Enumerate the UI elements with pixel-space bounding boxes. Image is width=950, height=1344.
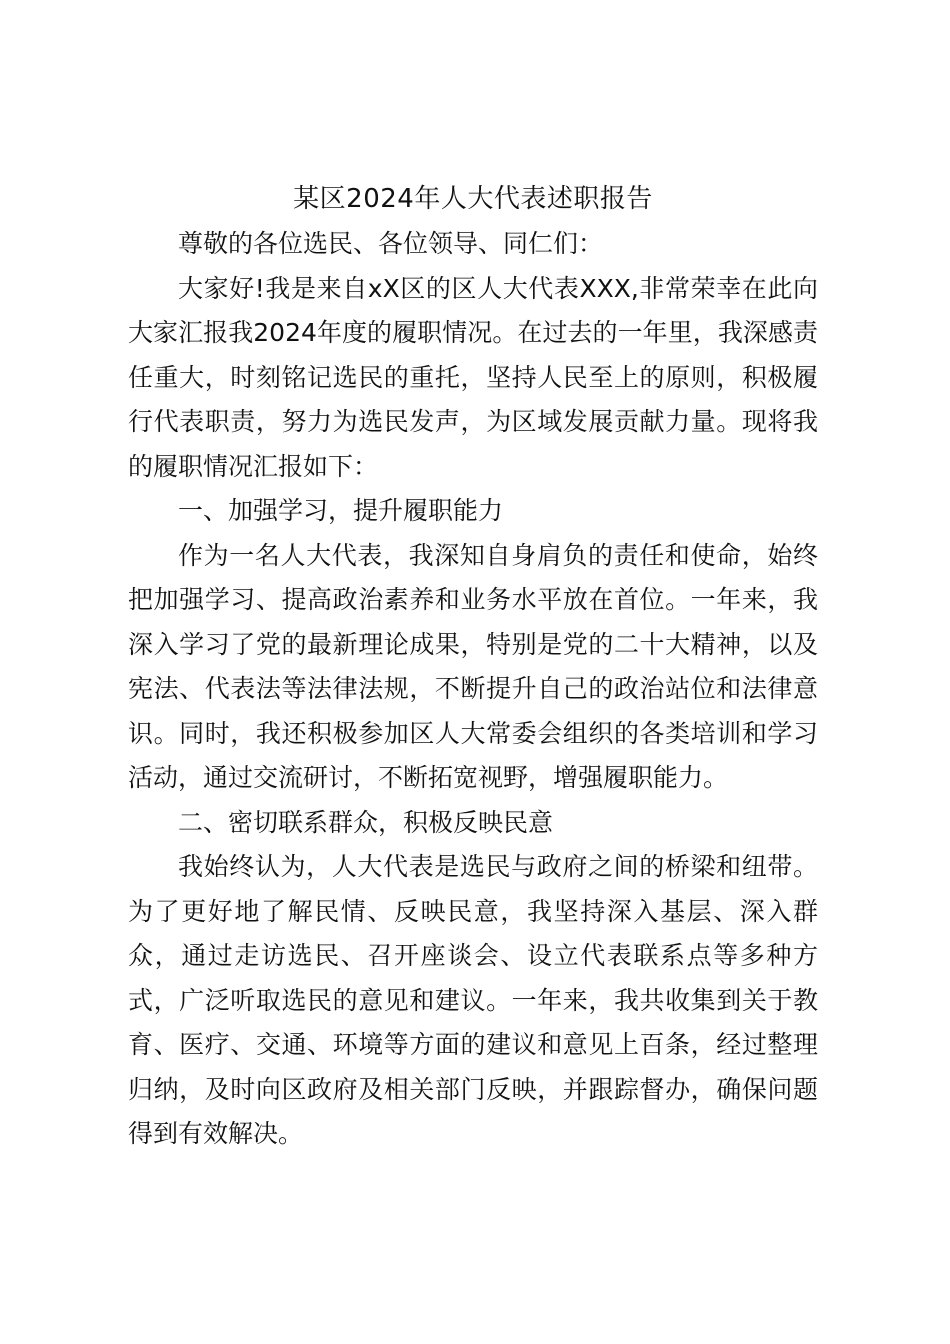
salutation: 尊敬的各位选民、各位领导、同仁们： bbox=[178, 229, 604, 258]
intro-paragraph: 大家好!我是来自xX区的区人大代表XXX,非常荣幸在此向大家汇报我2024年度的履职情况。在过去的一年里，我深感责任重大，时刻铭记选民的重托，坚持人民至上的原则，积极履行代表职责，努力为选民发声，为区域发展贡献力量。现将我的履职情况汇报如下： bbox=[128, 273, 818, 481]
section-heading-2: 二、密切联系群众，积极反映民意 bbox=[178, 807, 554, 837]
document-body bbox=[128, 176, 818, 1157]
document-title: 某区2024年人大代表述职报告 bbox=[293, 184, 653, 214]
section-body-1: 作为一名人大代表，我深知自身肩负的责任和使命，始终把加强学习、提高政治素养和业务水平放在首位。一年来，我深入学习了党的最新理论成果，特别是党的二十大精神，以及宪法、代表法等法律法规，不断提升自己的政治站位和法律意识。同时，我还积极参加区人大常委会组织的各类培训和学习活动，通过交流研讨，不断拓宽视野，增强履职能力。 bbox=[128, 540, 818, 792]
section-heading-1: 一、加强学习，提升履职能力 bbox=[178, 496, 504, 525]
section-body-2: 我始终认为，人大代表是选民与政府之间的桥梁和纽带。为了更好地了解民情、反映民意，我坚持深入基层、深入群众，通过走访选民、召开座谈会、设立代表联系点等多种方式，广泛听取选民的意见和建议。一年来，我共收集到关于教育、医疗、交通、环境等方面的建议和意见上百条，经过整理归纳，及时向区政府及相关部门反映，并跟踪督办，确保问题得到有效解决。 bbox=[128, 852, 818, 1148]
